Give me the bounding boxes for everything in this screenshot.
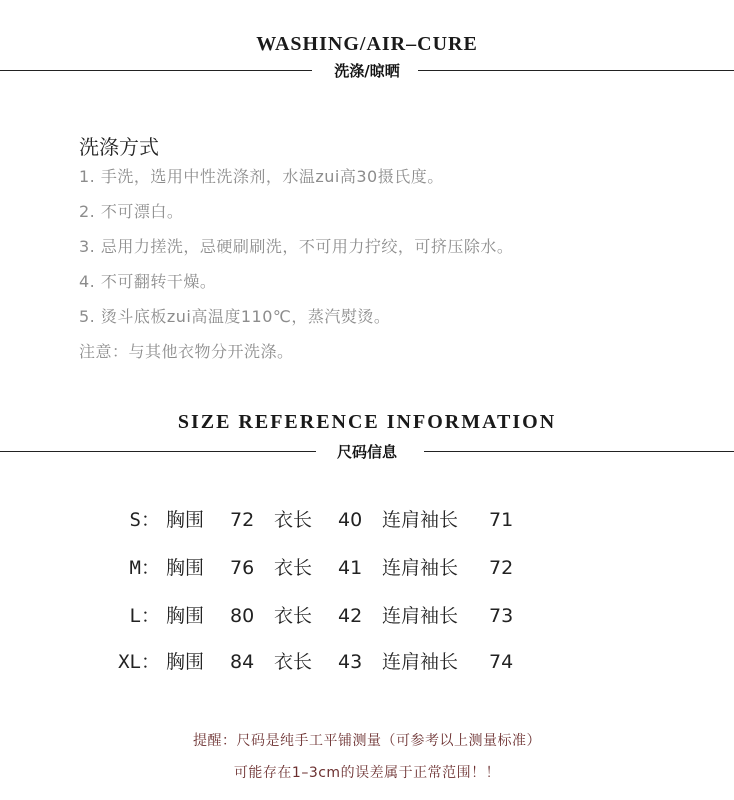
sleeve-label: 连肩袖长 (382, 509, 459, 531)
chest-value: 72 (230, 509, 255, 531)
size-label: M： (129, 557, 160, 579)
sleeve-value: 71 (489, 509, 514, 531)
length-label: 衣长 (274, 557, 313, 579)
sleeve-value: 72 (489, 557, 514, 579)
wash-method-heading: 洗涤方式 (79, 135, 159, 159)
size-row-l (0, 601, 734, 631)
chest-label: 胸围 (166, 651, 205, 673)
size-label: L： (129, 605, 160, 627)
length-value: 41 (338, 557, 363, 579)
chest-value: 80 (230, 605, 255, 627)
sleeve-label: 连肩袖长 (382, 557, 459, 579)
chest-value: 76 (230, 557, 255, 579)
chest-label: 胸围 (166, 605, 205, 627)
wash-instruction: 5. 烫斗底板zui高温度110℃，蒸汽熨烫。 (79, 307, 391, 326)
wash-instruction: 1. 手洗，选用中性洗涤剂，水温zui高30摄氏度。 (79, 167, 444, 186)
size-label: XL： (118, 651, 160, 673)
divider-right (424, 451, 734, 452)
chest-label: 胸围 (166, 509, 205, 531)
error-range-note: 可能存在1–3cm的误差属于正常范围！！ (233, 765, 501, 781)
sleeve-label: 连肩袖长 (382, 651, 459, 673)
wash-instruction: 4. 不可翻转干燥。 (79, 272, 217, 291)
wash-note: 注意：与其他衣物分开洗涤。 (79, 342, 294, 361)
length-label: 衣长 (274, 651, 313, 673)
length-label: 衣长 (274, 605, 313, 627)
chest-label: 胸围 (166, 557, 205, 579)
length-value: 40 (338, 509, 363, 531)
size-subtitle: 尺码信息 (336, 443, 397, 461)
size-title: SIZE REFERENCE INFORMATION (177, 411, 557, 433)
washing-subtitle: 洗涤/晾晒 (334, 62, 400, 80)
size-row-m (0, 553, 734, 583)
wash-instruction: 3. 忌用力搓洗，忌硬刷刷洗，不可用力拧绞，可挤压除水。 (79, 237, 514, 256)
length-value: 42 (338, 605, 363, 627)
length-value: 43 (338, 651, 363, 673)
length-label: 衣长 (274, 509, 313, 531)
sleeve-label: 连肩袖长 (382, 605, 459, 627)
divider-right (418, 70, 734, 71)
wash-instruction: 2. 不可漂白。 (79, 202, 184, 221)
chest-value: 84 (230, 651, 255, 673)
measurement-reminder: 提醒：尺码是纯手工平铺测量（可参考以上测量标准） (193, 733, 541, 749)
washing-title: WASHING/AIR–CURE (256, 33, 478, 55)
sleeve-value: 74 (489, 651, 514, 673)
size-row-xl (0, 647, 734, 677)
sleeve-value: 73 (489, 605, 514, 627)
size-row-s (0, 505, 734, 535)
wash-instructions-list (79, 164, 513, 374)
size-label: S： (129, 509, 160, 531)
